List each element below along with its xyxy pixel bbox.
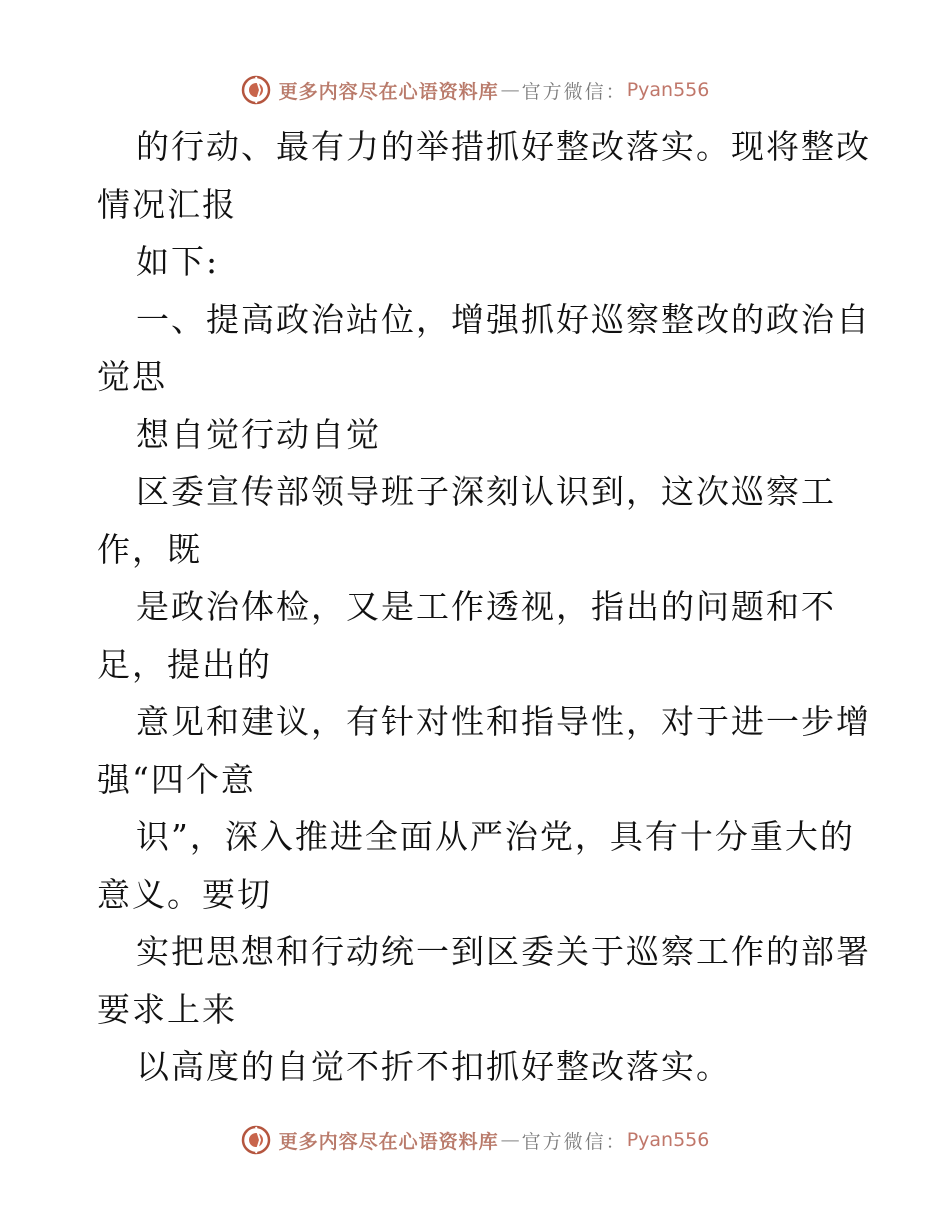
text-line: 是政治体检，又是工作透视，指出的问题和不 [136, 587, 836, 626]
text-line: 实把思想和行动统一到区委关于巡察工作的部署 [136, 932, 871, 971]
text-line: 如下: [136, 242, 220, 281]
text-line: 一、提高政治站位，增强抓好巡察整改的政治自 [136, 299, 871, 339]
text-line: 足，提出的 [97, 644, 272, 684]
header-banner [0, 70, 950, 110]
text-line: 意义。要切 [97, 874, 272, 914]
logo-icon [241, 1125, 271, 1155]
account-id: Pyan556 [626, 79, 710, 101]
account-id: Pyan556 [626, 1129, 710, 1151]
text-line: 想自觉行动自觉 [136, 414, 381, 454]
text-line: 以高度的自觉不折不扣抓好整改落实。 [136, 1047, 731, 1086]
text-line: 情况汇报 [97, 184, 237, 224]
official-label: 官方微信： [521, 80, 627, 103]
document-body [97, 118, 871, 1096]
text-line: 作，既 [97, 529, 202, 569]
site-name: 更多内容尽在心语资料库 [278, 1130, 499, 1153]
text-line: 强“四个意 [97, 759, 256, 799]
text-line: 要求上来 [97, 989, 237, 1029]
text-line: 觉思 [97, 357, 167, 396]
banner-separator: — [500, 1129, 520, 1151]
footer-banner [0, 1120, 950, 1160]
text-line: 意见和建议，有针对性和指导性，对于进一步增 [136, 702, 871, 741]
logo-icon [241, 75, 271, 105]
text-line: 识”，深入推进全面从严治党，具有十分重大的 [136, 817, 855, 856]
text-line: 的行动、最有力的举措抓好整改落实。现将整改 [136, 127, 871, 166]
official-label: 官方微信： [521, 1130, 627, 1153]
banner-separator: — [500, 79, 520, 101]
text-line: 区委宣传部领导班子深刻认识到，这次巡察工 [136, 472, 836, 511]
site-name: 更多内容尽在心语资料库 [278, 80, 499, 103]
